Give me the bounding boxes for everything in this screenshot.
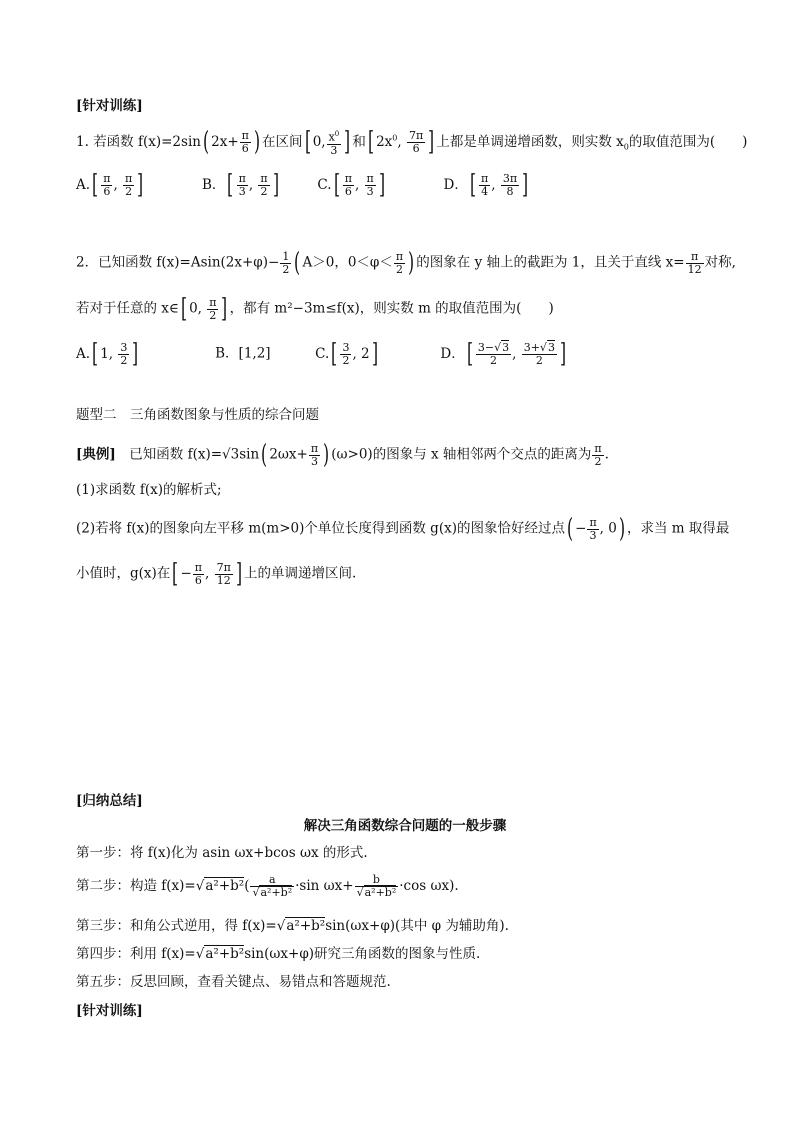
section-title: 题型二 三角函数图象与性质的综合问题 <box>76 407 319 423</box>
option-d[interactable]: D．[ $\frac{\pi}{4}$ , $\frac{3\pi}{8}$ ] <box>443 170 529 200</box>
question-2: 2．已知函数 f(x)=Asin(2x+φ)− $\frac{1}{2}$ ( A＞0，0＜φ＜ $\frac{\pi}{2}$ ) 的图象在 y 轴上的截距为 1，且关于直线 x= $\frac{\pi}{12}$ 对称, <box>76 248 736 278</box>
summary-title: 解决三角函数综合问题的一般步骤 <box>303 818 507 834</box>
option-b[interactable]: B．[ $\frac{\pi}{3}$ , $\frac{\pi}{2}$ ] <box>202 170 279 200</box>
option-c[interactable]: C.[ $\frac{3}{2}$ , 2] <box>315 339 378 369</box>
example-statement: [典例] 已知函数 f(x)=√3sin( 2ωx+ $\frac{\pi}{3}$ ) (ω>0)的图象与 x 轴相邻两个交点的距离为 $\frac{\pi}{2}$ . <box>76 440 609 470</box>
option-d[interactable]: D．[ $\frac{3-√3}{2}$ , $\frac{3+√3}{2}$ ] <box>440 339 567 369</box>
option-b[interactable]: B．[1,2] <box>215 345 271 362</box>
option-a[interactable]: A.[ $\frac{\pi}{6}$ , $\frac{\pi}{2}$ ] <box>76 170 144 200</box>
step-2: 第二步：构造 f(x)=√a²+b²( $\frac{a}{\text{√a²+b²}}$ ·sin ωx+ $\frac{b}{\text{√a²+b²}}$ ·cos ωx). <box>76 873 459 899</box>
step-5: 第五步：反思回顾，查看关键点、易错点和答题规范. <box>76 974 391 990</box>
question-1: 1. 若函数 f(x)=2sin( 2x+ $\frac{\pi}{6}$ ) 在区间[ 0, $\frac{x^0}{3}$ ] 和[ $2x^0$, $\frac{7\pi}{6}$ ] 上都是单调递增函数，则实数 $x_0$的取值范围为( ) <box>76 127 748 158</box>
summary-heading: [归纳总结] <box>76 793 143 809</box>
example-part-2-cont: 小值时，g(x)在[ − $\frac{\pi}{6}$ , $\frac{7\pi}{12}$ ] 上的单调递增区间. <box>76 559 357 589</box>
practice-heading-2: [针对训练] <box>76 1003 143 1019</box>
option-a[interactable]: A.[ 1, $\frac{3}{2}$ ] <box>76 339 139 369</box>
question-2-line2: 若对于任意的 x∈[ 0, $\frac{\pi}{2}$ ] ，都有 m²−3m≤f(x)，则实数 m 的取值范围为( ) <box>76 294 554 324</box>
step-3: 第三步：和角公式逆用，得 f(x)=√a²+b²sin(ωx+φ)(其中 φ 为辅助角). <box>76 918 509 934</box>
step-4: 第四步：利用 f(x)=√a²+b²sin(ωx+φ)研究三角函数的图象与性质. <box>76 946 481 962</box>
example-part-1: (1)求函数 f(x)的解析式; <box>76 482 222 498</box>
option-c[interactable]: C.[ $\frac{\pi}{6}$ , $\frac{\pi}{3}$ ] <box>317 170 385 200</box>
question-1-options <box>76 172 754 198</box>
question-2-options <box>76 341 754 367</box>
practice-heading: [针对训练] <box>76 98 143 114</box>
step-1: 第一步：将 f(x)化为 asin ωx+bcos ωx 的形式. <box>76 845 368 861</box>
example-part-2: (2)若将 f(x)的图象向左平移 m(m>0)个单位长度得到函数 g(x)的图象恰好经过点( − $\frac{\pi}{3}$ , 0) ，求当 m 取得最 <box>76 514 730 544</box>
